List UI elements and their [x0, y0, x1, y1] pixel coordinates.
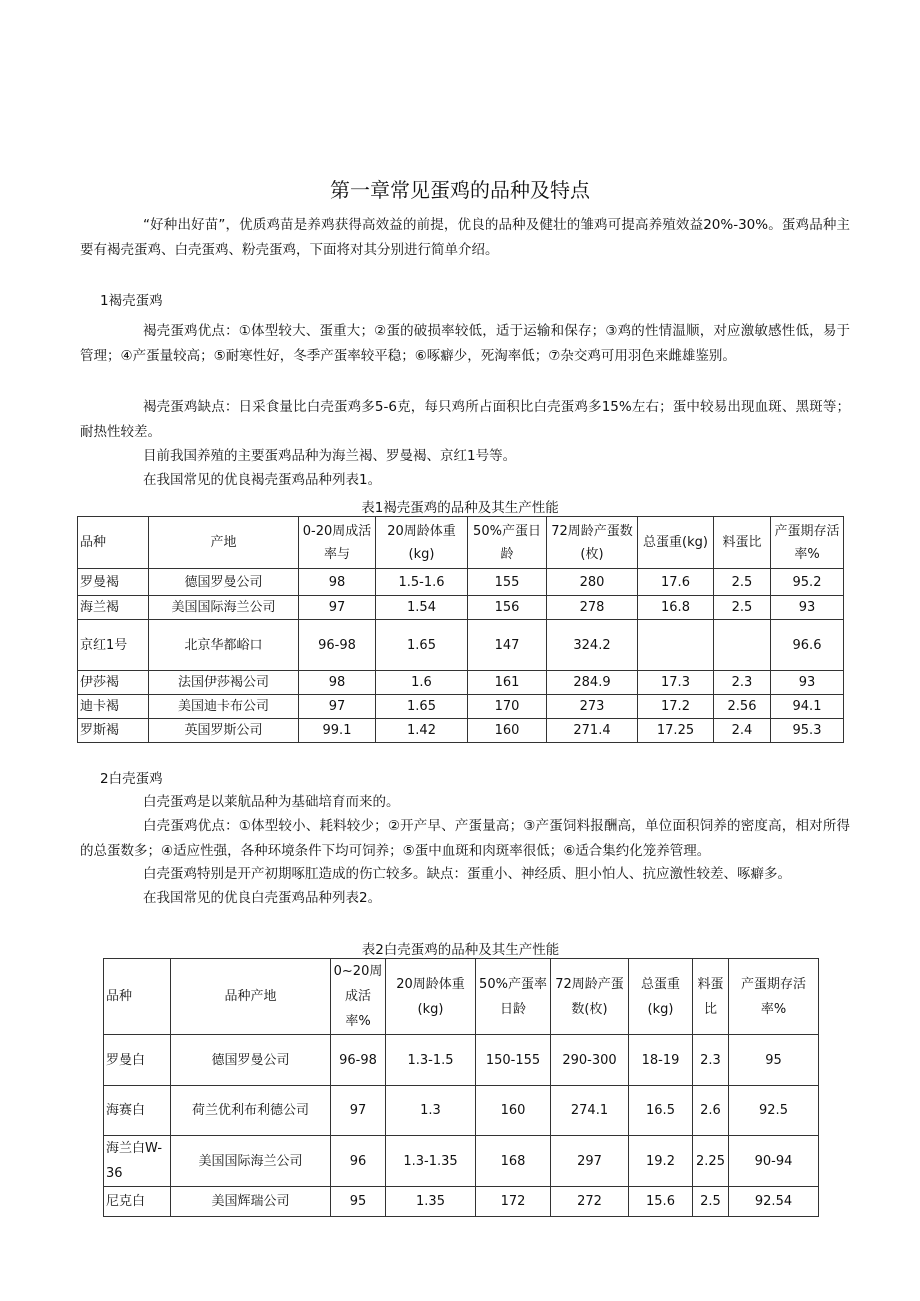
table-cell: 98: [299, 671, 376, 695]
table-cell: 93: [771, 671, 844, 695]
column-header: 产地: [149, 517, 299, 569]
column-header: 总蛋重(kg): [638, 517, 714, 569]
table-cell: 95.2: [771, 569, 844, 596]
column-header: 20周龄体重(kg): [376, 517, 468, 569]
column-header: 50%产蛋率日龄: [476, 959, 551, 1035]
table-cell: 274.1: [551, 1086, 629, 1136]
table-cell: 96-98: [331, 1035, 386, 1086]
table-cell: 17.25: [638, 719, 714, 743]
table-cell: 1.65: [376, 695, 468, 719]
table-cell: 160: [476, 1086, 551, 1136]
table-cell: 16.5: [629, 1086, 693, 1136]
table-cell: 170: [468, 695, 547, 719]
section1-advantages: 褐壳蛋鸡优点：①体型较大、蛋重大；②蛋的破损率较低，适于运输和保存；③鸡的性情温顺，对应激敏感性低，易于管理；④产蛋量较高；⑤耐寒性好，冬季产蛋率较平稳；⑥啄癖少，死淘率低；⑦杂交鸡可用羽色来雌雄鉴别。: [80, 323, 850, 364]
table-cell: 2.56: [714, 695, 771, 719]
table-cell: 94.1: [771, 695, 844, 719]
table-cell: 161: [468, 671, 547, 695]
column-header: 总蛋重(kg): [629, 959, 693, 1035]
table1: [77, 516, 844, 743]
table-cell: 98: [299, 569, 376, 596]
table-cell: 97: [299, 596, 376, 620]
table-cell: 2.5: [714, 569, 771, 596]
section1-main-breeds: 目前我国养殖的主要蛋鸡品种为海兰褐、罗曼褐、京红1号等。: [143, 448, 517, 464]
section1-list-ref: 在我国常见的优良褐壳蛋鸡品种列表1。: [143, 472, 382, 488]
section1-disadvantages: 褐壳蛋鸡缺点：日采食量比白壳蛋鸡多5-6克，每只鸡所占面积比白壳蛋鸡多15%左右；蛋中较易出现血斑、黑斑等；耐热性较差。: [80, 399, 850, 440]
table-cell: 97: [331, 1086, 386, 1136]
table-cell: 15.6: [629, 1187, 693, 1217]
table-cell: 2.5: [714, 596, 771, 620]
table-cell: 法国伊莎褐公司: [149, 671, 299, 695]
table-cell: 1.3-1.5: [386, 1035, 476, 1086]
table-cell: 324.2: [547, 620, 638, 671]
table-cell: 1.6: [376, 671, 468, 695]
table-cell: 97: [299, 695, 376, 719]
table-cell: 迪卡褐: [78, 695, 149, 719]
column-header: 72周龄产蛋数(枚): [551, 959, 629, 1035]
table-cell: 美国国际海兰公司: [171, 1136, 331, 1187]
chapter-title: 第一章常见蛋鸡的品种及特点: [330, 178, 590, 202]
table-cell: 160: [468, 719, 547, 743]
table-header-row: [104, 959, 819, 1035]
table-row: [78, 620, 844, 671]
column-header: 品种: [104, 959, 171, 1035]
table-cell: 海赛白: [104, 1086, 171, 1136]
table-cell: 96.6: [771, 620, 844, 671]
table-cell: 1.35: [386, 1187, 476, 1217]
section1-heading: 1褐壳蛋鸡: [100, 293, 163, 309]
table-row: [104, 1086, 819, 1136]
table-cell: 伊莎褐: [78, 671, 149, 695]
table2-caption: 表2白壳蛋鸡的品种及其生产性能: [361, 942, 560, 958]
section2-heading: 2白壳蛋鸡: [100, 771, 163, 787]
column-header: 料蛋比: [693, 959, 729, 1035]
table-cell: 155: [468, 569, 547, 596]
table-row: [78, 719, 844, 743]
table-cell: 京红1号: [78, 620, 149, 671]
table-cell: 17.2: [638, 695, 714, 719]
table-cell: 16.8: [638, 596, 714, 620]
table-cell: 95: [729, 1035, 819, 1086]
table-cell: 1.3: [386, 1086, 476, 1136]
table-cell: 罗斯褐: [78, 719, 149, 743]
table-cell: 英国罗斯公司: [149, 719, 299, 743]
table-cell: 1.42: [376, 719, 468, 743]
table-cell: 美国辉瑞公司: [171, 1187, 331, 1217]
table-cell: 德国罗曼公司: [171, 1035, 331, 1086]
table-cell: 尼克白: [104, 1187, 171, 1217]
column-header: 0-20周成活率与: [299, 517, 376, 569]
table-row: [78, 695, 844, 719]
table-cell: 17.3: [638, 671, 714, 695]
table-header-row: [78, 517, 844, 569]
column-header: 产蛋期存活率%: [729, 959, 819, 1035]
table-cell: 95.3: [771, 719, 844, 743]
table-cell: 278: [547, 596, 638, 620]
column-header: 品种产地: [171, 959, 331, 1035]
section2-origin: 白壳蛋鸡是以莱航品种为基础培育而来的。: [143, 794, 400, 810]
section2-advantages: 白壳蛋鸡优点：①体型较小、耗料较少；②开产早、产蛋量高；③产蛋饲料报酬高，单位面积饲养的密度高，相对所得的总蛋数多；④适应性强，各种环境条件下均可饲养；⑤蛋中血斑和肉斑率很低；⑥适合集约化笼养管理。: [80, 818, 850, 859]
column-header: 品种: [78, 517, 149, 569]
table-cell: 95: [331, 1187, 386, 1217]
table-cell: 18-19: [629, 1035, 693, 1086]
table-row: [78, 596, 844, 620]
intro-paragraph: “好种出好苗”，优质鸡苗是养鸡获得高效益的前提，优良的品种及健壮的雏鸡可提高养殖效益20%-30%。蛋鸡品种主要有褐壳蛋鸡、白壳蛋鸡、粉壳蛋鸡，下面将对其分别进行简单介绍。: [80, 217, 850, 258]
table-cell: 280: [547, 569, 638, 596]
table-cell: 90-94: [729, 1136, 819, 1187]
table-row: [104, 1035, 819, 1086]
table-cell: 96: [331, 1136, 386, 1187]
section2-disadvantages: 白壳蛋鸡特别是开产初期啄肛造成的伤亡较多。缺点：蛋重小、神经质、胆小怕人、抗应激性较差、啄癖多。: [143, 866, 791, 882]
table-row: [104, 1136, 819, 1187]
table-cell: 2.6: [693, 1086, 729, 1136]
table-cell: 2.5: [693, 1187, 729, 1217]
table-cell: 1.3-1.35: [386, 1136, 476, 1187]
column-header: 50%产蛋日龄: [468, 517, 547, 569]
table-cell: 156: [468, 596, 547, 620]
table-cell: 92.54: [729, 1187, 819, 1217]
column-header: 料蛋比: [714, 517, 771, 569]
table-cell: 150-155: [476, 1035, 551, 1086]
table-cell: 海兰褐: [78, 596, 149, 620]
table-cell: 2.3: [693, 1035, 729, 1086]
table-cell: 284.9: [547, 671, 638, 695]
column-header: 20周龄体重(kg): [386, 959, 476, 1035]
table-cell: 1.54: [376, 596, 468, 620]
column-header: 产蛋期存活率%: [771, 517, 844, 569]
table-cell: 96-98: [299, 620, 376, 671]
table-cell: 2.25: [693, 1136, 729, 1187]
table-cell: 北京华都峪口: [149, 620, 299, 671]
table-cell: 297: [551, 1136, 629, 1187]
table-cell: 168: [476, 1136, 551, 1187]
table-cell: 93: [771, 596, 844, 620]
table-cell: [638, 620, 714, 671]
table-cell: 1.65: [376, 620, 468, 671]
table-cell: 2.3: [714, 671, 771, 695]
table-row: [104, 1187, 819, 1217]
table-cell: 2.4: [714, 719, 771, 743]
table-cell: 荷兰优利布利德公司: [171, 1086, 331, 1136]
table-cell: 147: [468, 620, 547, 671]
table2: [103, 958, 819, 1217]
column-header: 72周龄产蛋数(枚): [547, 517, 638, 569]
table-cell: 美国迪卡布公司: [149, 695, 299, 719]
table-row: [78, 671, 844, 695]
table-cell: 罗曼白: [104, 1035, 171, 1086]
table-cell: 273: [547, 695, 638, 719]
table-cell: 272: [551, 1187, 629, 1217]
table-cell: 1.5-1.6: [376, 569, 468, 596]
table-cell: 271.4: [547, 719, 638, 743]
table-cell: 99.1: [299, 719, 376, 743]
table-cell: 172: [476, 1187, 551, 1217]
table-cell: [714, 620, 771, 671]
table-cell: 罗曼褐: [78, 569, 149, 596]
table-row: [78, 569, 844, 596]
table-cell: 290-300: [551, 1035, 629, 1086]
table-cell: 19.2: [629, 1136, 693, 1187]
table-cell: 海兰白W-36: [104, 1136, 171, 1187]
table1-caption: 表1褐壳蛋鸡的品种及其生产性能: [361, 500, 559, 516]
section2-list-ref: 在我国常见的优良白壳蛋鸡品种列表2。: [143, 890, 382, 906]
table-cell: 美国国际海兰公司: [149, 596, 299, 620]
column-header: 0~20周成活率%: [331, 959, 386, 1035]
table-cell: 92.5: [729, 1086, 819, 1136]
table-cell: 德国罗曼公司: [149, 569, 299, 596]
table-cell: 17.6: [638, 569, 714, 596]
